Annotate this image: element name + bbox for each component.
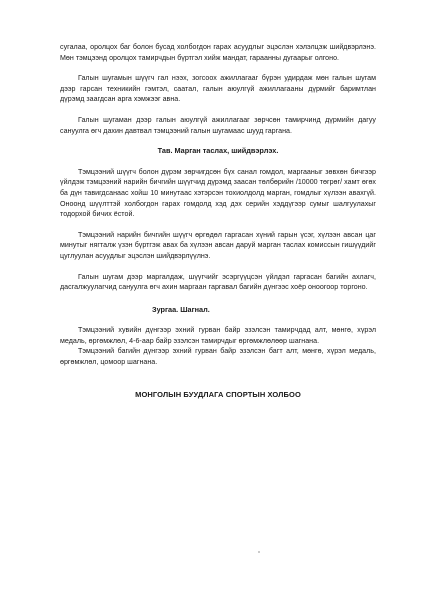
scan-speck (258, 551, 260, 553)
paragraph: Тэмцээний шүүгч болон дүрэм зөрчигдсөн бүх санал гомдол, маргааныг зөвхөн бичгээр үйлдэж тэмцээний нарийн бичгийн шүүгчид дүрэмд заасан төлбөрийн /10000 төгрөг/ хамт өгөх ба дүн тавигдсанаас хойш 10 минутаас хэтэрсэн тохиолдолд марган, гомдлыг хүлээн авахгүй. Оноонд шүүлттэй холбогдон гарах гомдолд хэд дэх серийн хэддүгээр сумыг шалгуулахыг тодорхой бичих ёстой. (60, 167, 376, 219)
signature-organization: МОНГОЛЫН БУУДЛАГА СПОРТЫН ХОЛБОО (135, 389, 301, 399)
paragraph: Тэмцээний нарийн бичгийн шүүгч өргөдөл гаргасан хүний гарын үсэг, хүлээн авсан цаг минутыг нягталж үзэн бүртгэж авах ба хүлээн авсан даруй марган таслах комиссын гишүүдийг цуглуулан асуудлыг эцэслэн шийдвэрлүүлнэ. (60, 230, 376, 260)
paragraph: Галын шугам дээр маргалдаж, шүүгчийг эсэргүүцсэн үйлдэл гаргасан багийн ахлагч, дасгалжуулагчид сануулга өгч ахин маргаан гаргавал багийн дүнгээс хоёр оноогоор торгоно. (60, 272, 376, 292)
paragraph: сугалаа, оролцох баг болон бусад холбогдон гарах асуудлыг эцэслэн хэлэлцэж шийдвэрлэнэ. Мөн тэмцээнд оролцох тамирчдын бүртгэл хийж мандат, гараанны дугаарыг олгоно. (60, 43, 376, 62)
paragraph: Галын шугамын шүүгч гал нээх, зогсоох ажиллагааг бүрэн удирдаж мөн галын шугам дээр гарсан техникийн гэмтэл, саатал, галын аюулгүй ажиллагааны дүрмийг баримтлан дүрэмд заагдсан арга хэмжээг авна. (60, 74, 376, 104)
paragraph: Галын шугаман дээр галын аюулгүй ажиллагааг зөрчсөн тамирчинд дүрмийн дагуу сануулга өгч дахин давтвал тэмцээний галын шугамаас шууд гаргана. (60, 115, 376, 135)
paragraph: Тэмцээний хувийн дүнгээр эхний гурван байр эзэлсэн тамирчдад алт, мөнгө, хүрэл медаль, өргөмжлөл, 4-6-аар байр эзэлсэн тамирчдыг өргөмжлөлөөр шагнана. (60, 326, 376, 345)
section-heading: Зургаа. Шагнал. (152, 304, 210, 314)
paragraph: Тэмцээний багийн дүнгээр эхний гурван байр эзэлсэн багт алт, мөнгө, хүрэл медаль, өргөмжлөл, цомоор шагнана. (60, 347, 376, 367)
section-heading: Тав. Марган таслах, шийдвэрлэх. (157, 146, 279, 156)
